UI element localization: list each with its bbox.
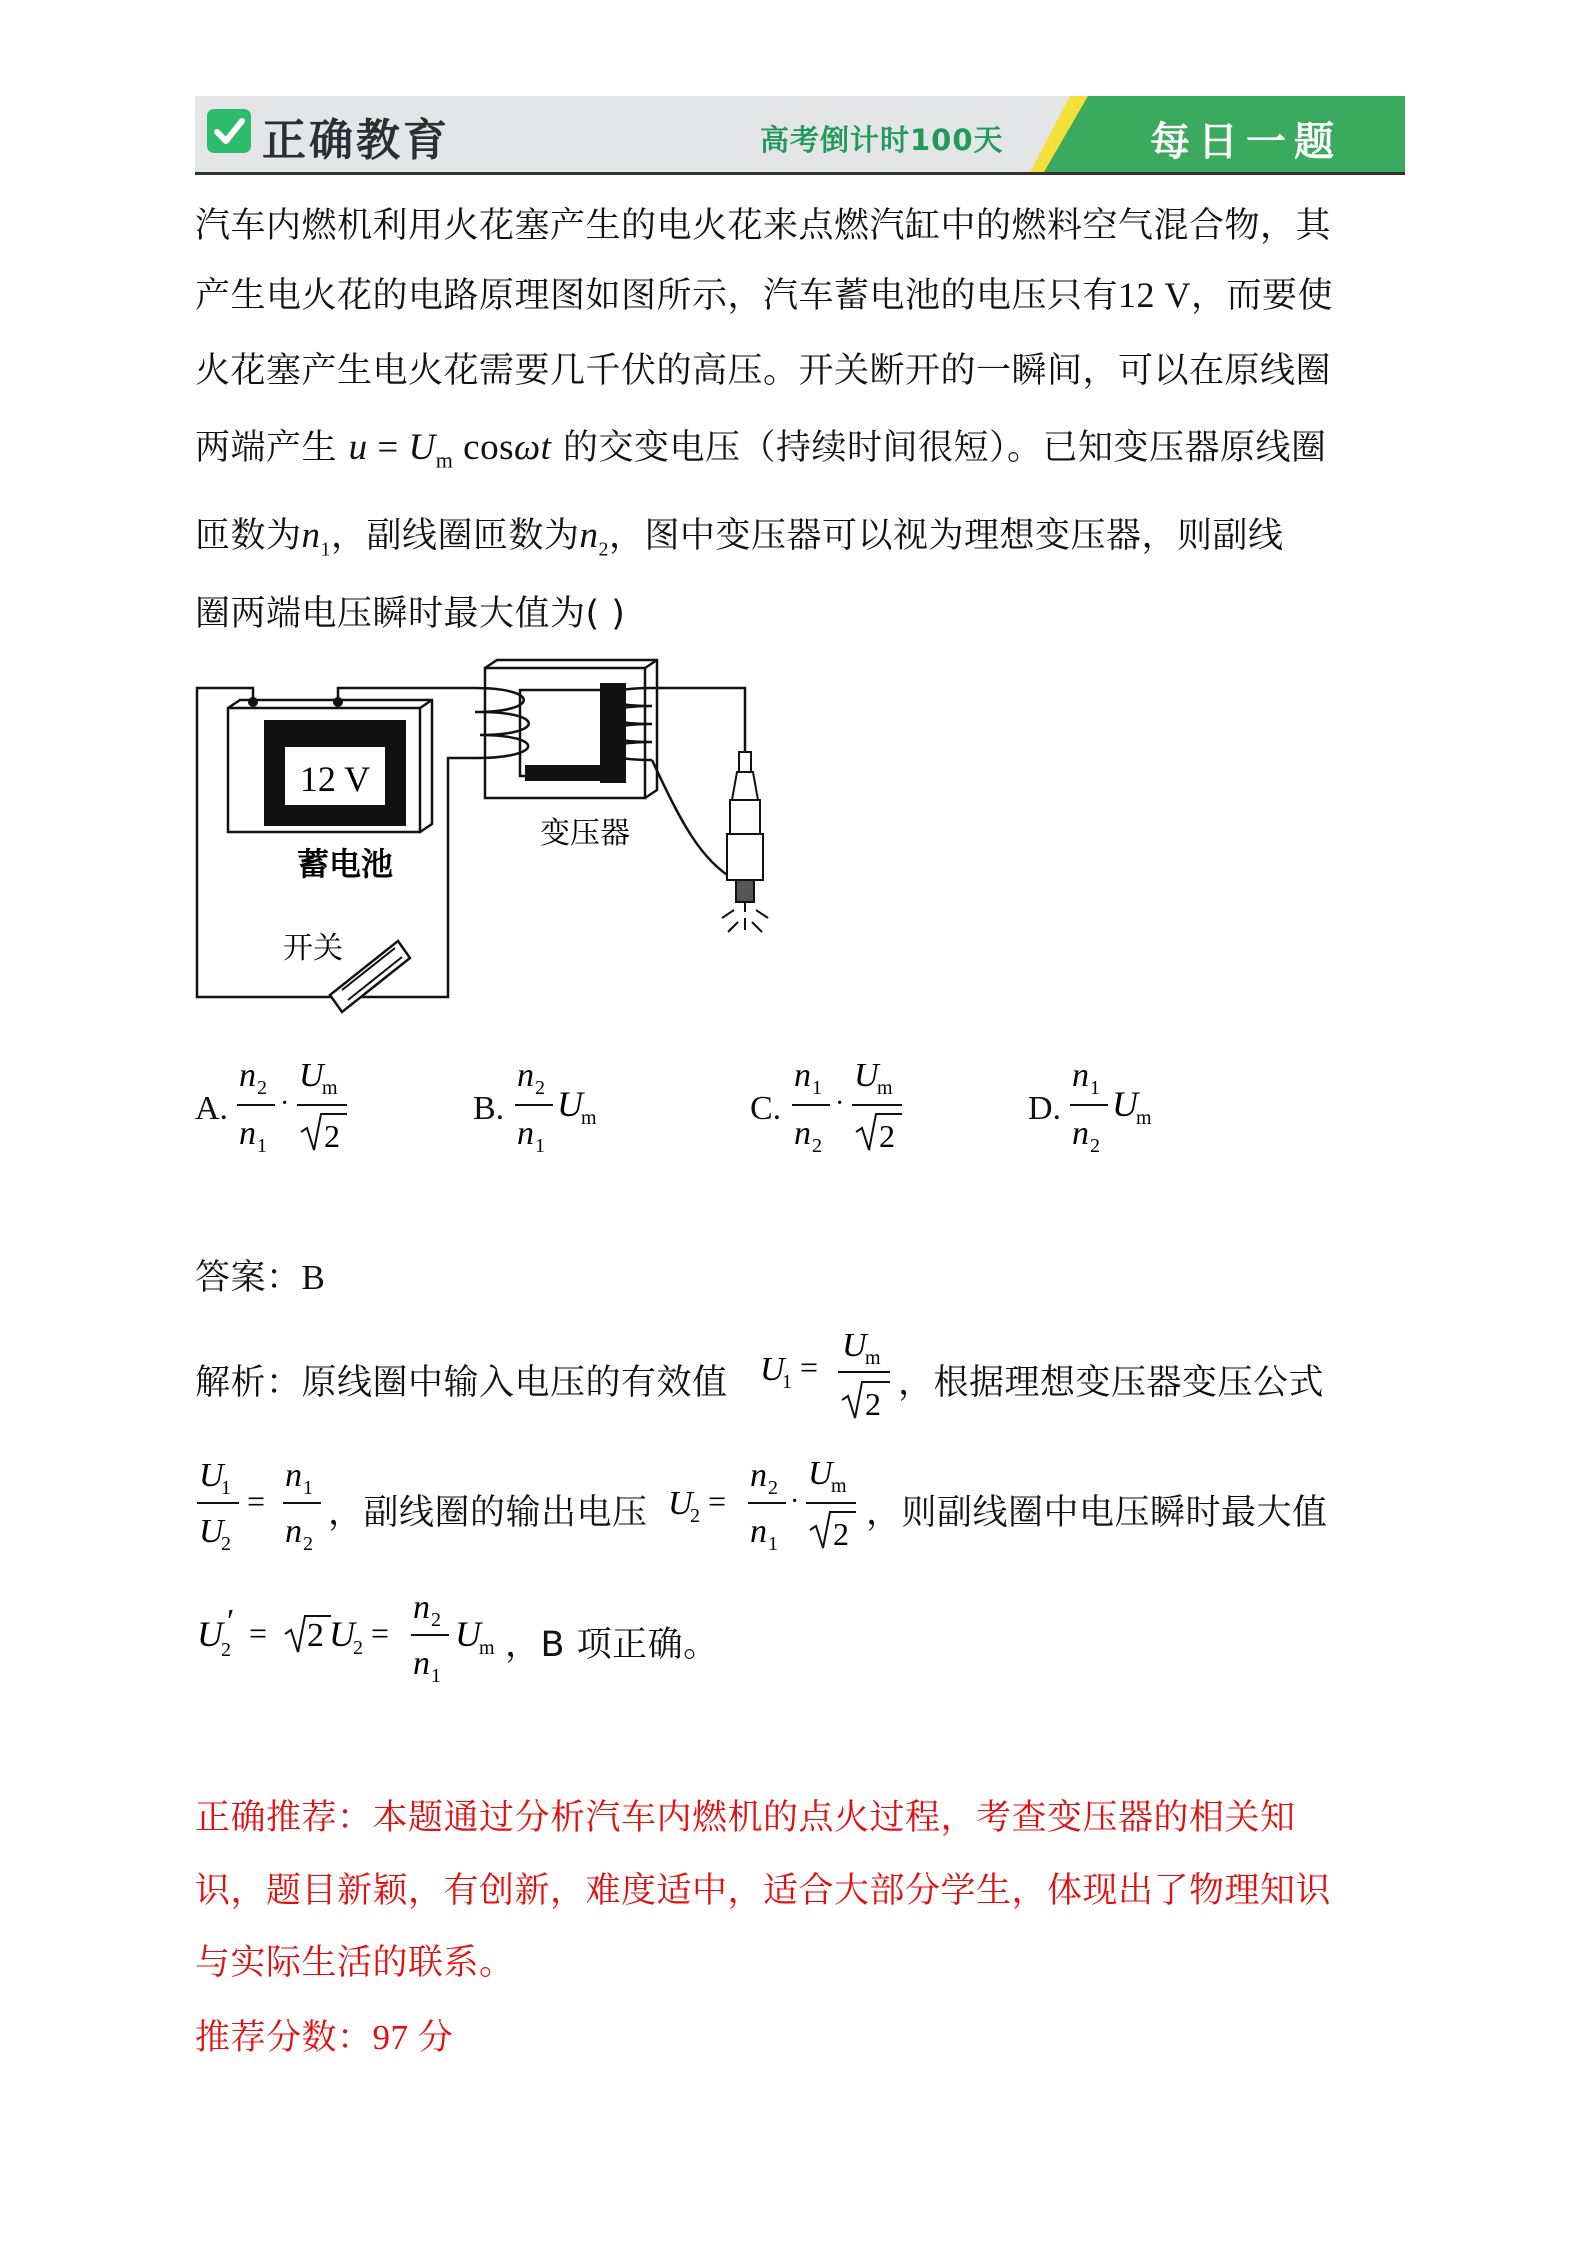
svg-text:U: U bbox=[329, 1614, 355, 1654]
svg-text:2: 2 bbox=[324, 1118, 340, 1154]
transformer-label: 变压器 bbox=[540, 816, 630, 851]
option-d-letter: D. bbox=[1028, 1090, 1062, 1127]
battery-label: 蓄电池 bbox=[296, 845, 394, 883]
recommend-score bbox=[195, 2010, 453, 2060]
svg-text:2: 2 bbox=[353, 1637, 363, 1659]
analysis-line-1-text-b: ，根据理想变压器变压公式 bbox=[898, 1363, 1325, 1403]
question-text: 匝数为 bbox=[195, 516, 302, 556]
question-text: 的交变电压（持续时间很短）。已知变压器原线圈 bbox=[563, 428, 1327, 468]
svg-text:′: ′ bbox=[227, 1603, 235, 1640]
svg-text:U: U bbox=[455, 1614, 481, 1654]
option-b-letter: B. bbox=[473, 1090, 505, 1127]
effective-voltage-formula bbox=[758, 1322, 898, 1422]
svg-text:1: 1 bbox=[535, 1135, 545, 1157]
voltage-ratio-formula bbox=[195, 1448, 325, 1558]
svg-text:1: 1 bbox=[431, 1665, 441, 1687]
svg-text:m: m bbox=[831, 1475, 847, 1497]
svg-text:1: 1 bbox=[303, 1477, 313, 1499]
svg-text:2: 2 bbox=[221, 1639, 231, 1661]
svg-text:n: n bbox=[285, 1457, 302, 1494]
svg-text:m: m bbox=[877, 1077, 893, 1099]
svg-text:U: U bbox=[842, 1327, 867, 1364]
svg-text:m: m bbox=[1136, 1107, 1152, 1129]
svg-text:2: 2 bbox=[257, 1077, 267, 1099]
svg-text:U: U bbox=[199, 1457, 224, 1494]
n1-symbol: $n_1$ bbox=[301, 515, 332, 561]
answer-value: B bbox=[301, 1258, 326, 1297]
svg-text:2: 2 bbox=[221, 1533, 231, 1555]
spark-plug-icon bbox=[722, 752, 768, 932]
svg-text:2: 2 bbox=[307, 1617, 324, 1654]
question-line-2 bbox=[195, 268, 1333, 318]
score-label: 推荐分数： bbox=[195, 2018, 373, 2058]
svg-text:U: U bbox=[760, 1351, 785, 1388]
svg-text:n: n bbox=[750, 1457, 767, 1494]
svg-text:n: n bbox=[413, 1589, 430, 1626]
analysis-line-1-text-a: 解析：原线圈中输入电压的有效值 bbox=[195, 1363, 728, 1403]
svg-text:n: n bbox=[239, 1057, 256, 1094]
svg-text:n: n bbox=[413, 1645, 430, 1682]
analysis-line-2-text-a: ，副线圈的输出电压 bbox=[328, 1493, 648, 1533]
svg-text:m: m bbox=[322, 1077, 338, 1099]
answer-options bbox=[195, 1050, 1405, 1160]
answer-label: 答案： bbox=[195, 1258, 302, 1298]
analysis-line-3-text: ，B 项正确。 bbox=[505, 1625, 719, 1665]
svg-text:n: n bbox=[517, 1057, 534, 1094]
answer-line bbox=[195, 1250, 325, 1300]
analysis-line-2-text-b: ，则副线圈中电压瞬时最大值 bbox=[866, 1493, 1328, 1533]
svg-text:n: n bbox=[517, 1115, 534, 1152]
svg-text:2: 2 bbox=[833, 1516, 849, 1552]
svg-text:·: · bbox=[280, 1088, 290, 1119]
countdown-text: 高考倒计时100天 bbox=[760, 123, 1004, 157]
daily-question-title: 每日一题 bbox=[1150, 119, 1342, 165]
svg-text:U: U bbox=[199, 1513, 224, 1550]
svg-text:2: 2 bbox=[865, 1386, 881, 1422]
option-a-formula bbox=[235, 1050, 375, 1160]
svg-text:m: m bbox=[865, 1347, 881, 1369]
svg-text:n: n bbox=[794, 1057, 811, 1094]
svg-text:2: 2 bbox=[1090, 1135, 1100, 1157]
battery-voltage-value: 12 V bbox=[1118, 275, 1192, 315]
question-text: ，而要使 bbox=[1191, 276, 1334, 316]
svg-text:2: 2 bbox=[879, 1118, 895, 1154]
svg-text:n: n bbox=[1072, 1115, 1089, 1152]
svg-text:1: 1 bbox=[782, 1371, 792, 1393]
svg-text:U: U bbox=[557, 1084, 583, 1124]
svg-text:1: 1 bbox=[257, 1135, 267, 1157]
svg-text:U: U bbox=[668, 1485, 693, 1522]
option-b-formula bbox=[513, 1050, 623, 1160]
n2-symbol: $n_2$ bbox=[579, 515, 610, 561]
recommend-line-1: 正确推荐：本题通过分析汽车内燃机的点火过程，考查变压器的相关知 bbox=[195, 1798, 1296, 1838]
svg-text:=: = bbox=[800, 1349, 819, 1385]
svg-text:1: 1 bbox=[812, 1077, 822, 1099]
question-line-4 bbox=[195, 420, 1327, 473]
svg-text:n: n bbox=[794, 1115, 811, 1152]
svg-text:n: n bbox=[285, 1513, 302, 1550]
option-c-letter: C. bbox=[750, 1090, 782, 1127]
svg-text:=: = bbox=[371, 1615, 390, 1651]
option-c-formula bbox=[790, 1050, 930, 1160]
question-text: 产生电火花的电路原理图如图所示，汽车蓄电池的电压只有 bbox=[195, 276, 1119, 316]
svg-text:n: n bbox=[239, 1115, 256, 1152]
svg-text:2: 2 bbox=[768, 1477, 778, 1499]
question-text: ，副线圈匝数为 bbox=[331, 516, 580, 556]
battery-voltage-label: 12 V bbox=[299, 759, 371, 799]
svg-text:U: U bbox=[1112, 1084, 1138, 1124]
svg-text:=: = bbox=[708, 1483, 727, 1519]
option-d-formula bbox=[1068, 1050, 1178, 1160]
question-text: 两端产生 bbox=[195, 428, 338, 468]
svg-text:m: m bbox=[581, 1107, 597, 1129]
score-value: 97 分 bbox=[372, 2018, 454, 2057]
question-line-6: 圈两端电压瞬时最大值为( ) bbox=[195, 594, 626, 634]
svg-text:n: n bbox=[750, 1513, 767, 1550]
circuit-figure bbox=[185, 655, 805, 1015]
svg-text:U: U bbox=[854, 1057, 879, 1094]
brand-name: 正确教育 bbox=[262, 115, 450, 166]
svg-text:U: U bbox=[197, 1614, 223, 1654]
svg-text:2: 2 bbox=[690, 1505, 700, 1527]
svg-text:U: U bbox=[808, 1455, 833, 1492]
output-voltage-formula bbox=[666, 1448, 866, 1558]
option-a-letter: A. bbox=[195, 1090, 229, 1127]
question-line-5 bbox=[195, 508, 1284, 561]
svg-text:2: 2 bbox=[535, 1077, 545, 1099]
svg-text:2: 2 bbox=[812, 1135, 822, 1157]
question-line-3: 火花塞产生电火花需要几千伏的高压。开关断开的一瞬间，可以在原线圈 bbox=[195, 351, 1332, 391]
voltage-formula: $u = U_m$ cosωt bbox=[348, 427, 552, 473]
question-line-1: 汽车内燃机利用火花塞产生的电火花来点燃汽缸中的燃料空气混合物，其 bbox=[195, 206, 1332, 246]
svg-text:U: U bbox=[299, 1057, 324, 1094]
switch-label: 开关 bbox=[283, 931, 343, 966]
svg-text:1: 1 bbox=[1090, 1077, 1100, 1099]
recommend-line-3: 与实际生活的联系。 bbox=[195, 1943, 515, 1983]
header-divider bbox=[195, 172, 1405, 175]
svg-text:=: = bbox=[249, 1615, 268, 1651]
recommend-line-2: 识，题目新颖，有创新，难度适中，适合大部分学生，体现出了物理知识 bbox=[195, 1871, 1332, 1911]
svg-text:n: n bbox=[1072, 1057, 1089, 1094]
transformer-icon bbox=[475, 660, 657, 798]
svg-text:=: = bbox=[247, 1483, 266, 1519]
svg-text:1: 1 bbox=[221, 1477, 231, 1499]
svg-text:2: 2 bbox=[303, 1533, 313, 1555]
svg-text:2: 2 bbox=[431, 1609, 441, 1631]
check-logo-icon bbox=[207, 109, 251, 153]
svg-text:·: · bbox=[790, 1486, 800, 1517]
svg-text:m: m bbox=[479, 1637, 495, 1659]
svg-text:1: 1 bbox=[768, 1533, 778, 1555]
svg-text:·: · bbox=[835, 1088, 845, 1119]
question-text: ，图中变压器可以视为理想变压器，则副线 bbox=[609, 516, 1284, 556]
